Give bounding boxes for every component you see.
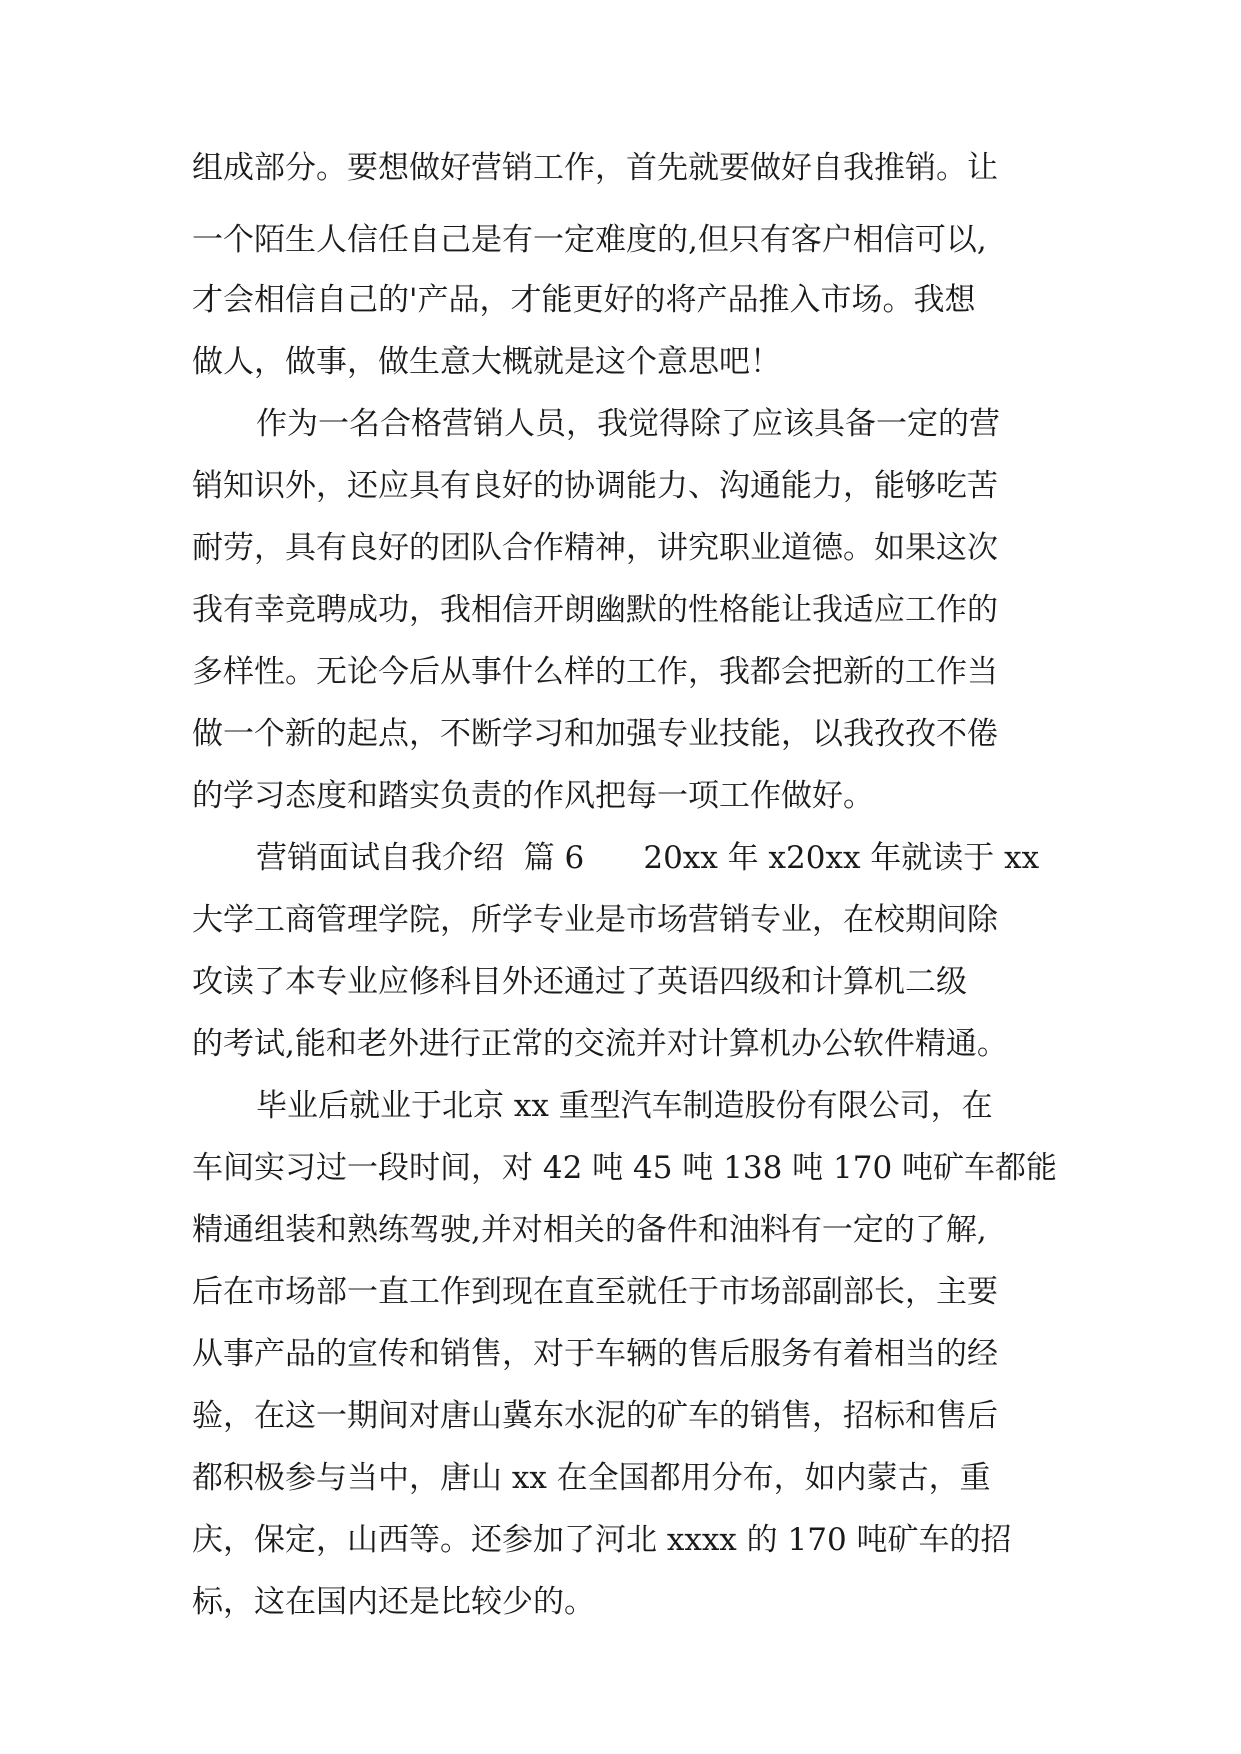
text-line: 车间实习过一段时间，对 42 吨 45 吨 138 吨 170 吨矿车都能 [192, 1150, 1058, 1186]
text-line: 组成部分。要想做好营销工作，首先就要做好自我推销。让 [192, 150, 998, 186]
text-line: 做人，做事，做生意大概就是这个意思吧！ [192, 344, 781, 380]
text-line: 做一个新的起点，不断学习和加强专业技能，以我孜孜不倦 [192, 716, 998, 752]
text-line: 大学工商管理学院，所学专业是市场营销专业，在校期间除 [192, 902, 998, 938]
text-line: 的学习态度和踏实负责的作风把每一项工作做好。 [192, 778, 874, 814]
text-line: 标，这在国内还是比较少的。 [192, 1584, 595, 1620]
text-line: 耐劳，具有良好的团队合作精神，讲究职业道德。如果这次 [192, 530, 998, 566]
text-line: 后在市场部一直工作到现在直至就任于市场部副部长，主要 [192, 1274, 998, 1310]
section-heading-line: 营销面试自我介绍 篇 6 20xx 年 x20xx 年就读于 xx [256, 840, 1040, 876]
text-line: 验，在这一期间对唐山冀东水泥的矿车的销售，招标和售后 [192, 1398, 998, 1434]
text-line: 从事产品的宣传和销售，对于车辆的售后服务有着相当的经 [192, 1336, 998, 1372]
text-line: 庆，保定，山西等。还参加了河北 xxxx 的 170 吨矿车的招 [192, 1522, 1012, 1558]
text-line: 一个陌生人信任自己是有一定难度的,但只有客户相信可以, [192, 222, 987, 258]
text-line: 我有幸竞聘成功，我相信开朗幽默的性格能让我适应工作的 [192, 592, 998, 628]
text-line: 精通组装和熟练驾驶,并对相关的备件和油料有一定的了解, [192, 1212, 987, 1248]
text-line: 才会相信自己的'产品，才能更好的将产品推入市场。我想 [192, 282, 976, 318]
paragraph-start-line: 作为一名合格营销人员，我觉得除了应该具备一定的营 [256, 406, 1000, 442]
text-line: 多样性。无论今后从事什么样的工作，我都会把新的工作当 [192, 654, 998, 690]
text-line: 攻读了本专业应修科目外还通过了英语四级和计算机二级 [192, 964, 967, 1000]
text-line: 的考试,能和老外进行正常的交流并对计算机办公软件精通。 [192, 1026, 1008, 1062]
text-line: 销知识外，还应具有良好的协调能力、沟通能力，能够吃苦 [192, 468, 998, 504]
text-line: 都积极参与当中，唐山 xx 在全国都用分布，如内蒙古，重 [192, 1460, 991, 1496]
paragraph-start-line: 毕业后就业于北京 xx 重型汽车制造股份有限公司，在 [256, 1088, 993, 1124]
